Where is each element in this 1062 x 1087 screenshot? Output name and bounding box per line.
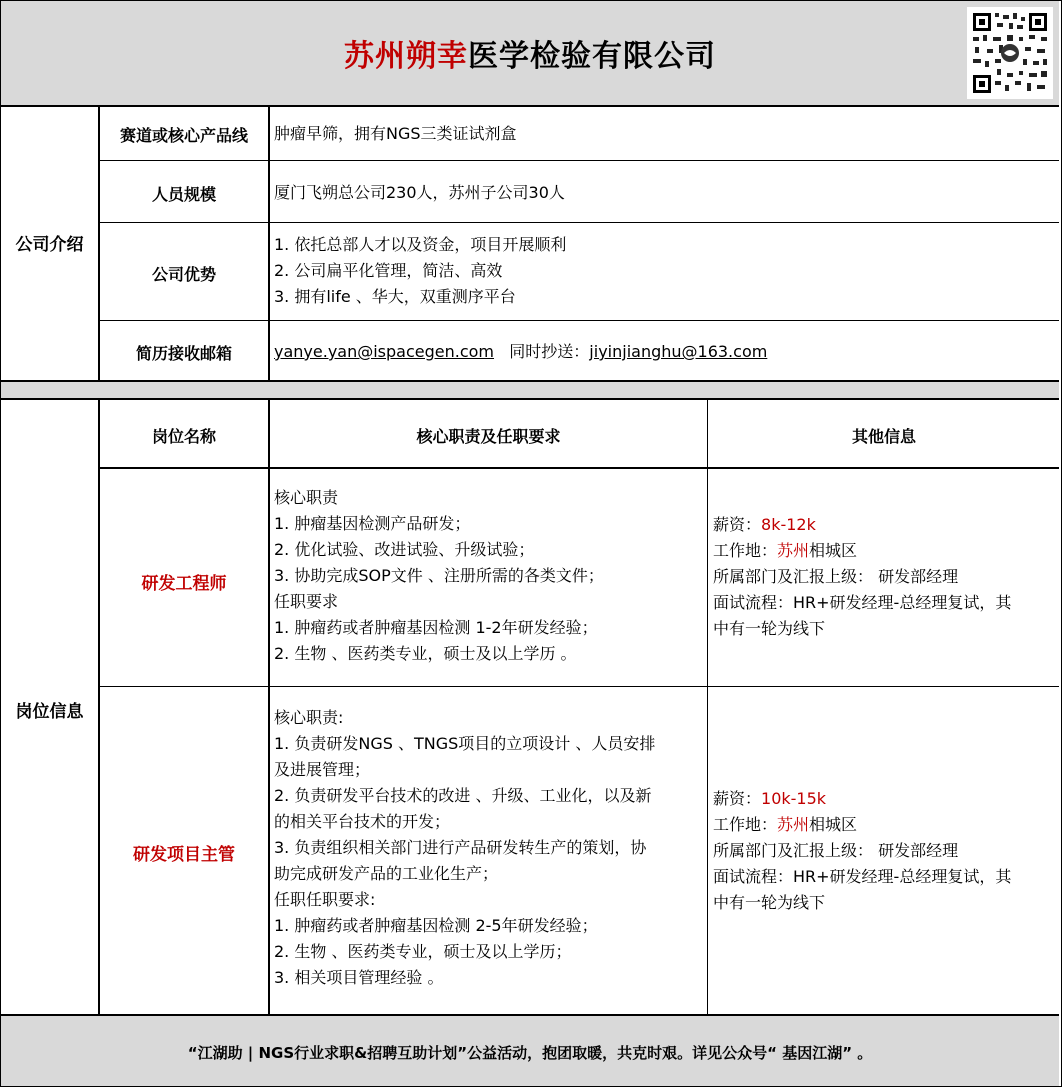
interview-row: 面试流程：HR+研发经理-总经理复试，其 (713, 867, 1012, 886)
job-duties (274, 705, 704, 991)
email-link-cc[interactable]: jiyinjianghu@163.com (589, 342, 768, 361)
duty-line: 2. 生物 、医药类专业，硕士及以上学历 。 (274, 644, 577, 663)
location-city: 苏州 (777, 541, 810, 560)
company-name-highlight: 苏州朔幸 (344, 39, 468, 74)
advantages-list (274, 232, 566, 310)
salary-label: 薪资： (713, 515, 762, 534)
divider (268, 106, 270, 380)
duty-line: 3. 负责组织相关部门进行产品研发转生产的策划，协 (274, 838, 647, 857)
duty-line: 1. 肿瘤药或者肿瘤基因检测 2-5年研发经验； (274, 916, 598, 935)
company-name-rest: 医学检验有限公司 (468, 39, 716, 74)
cc-label: 同时抄送： (509, 342, 590, 361)
duty-line: 3. 相关项目管理经验 。 (274, 968, 444, 987)
email-link-primary[interactable]: yanye.yan@ispacegen.com (274, 342, 495, 361)
row-label-advantages: 公司优势 (151, 265, 216, 284)
qr-code-icon (967, 7, 1053, 99)
divider (707, 400, 708, 1014)
header-banner (1, 1, 1059, 107)
location-row (713, 538, 1057, 564)
advantage-item: 1. 依托总部人才以及资金，项目开展顺利 (274, 235, 567, 254)
section-separator (1, 380, 1059, 400)
salary-label: 薪资： (713, 789, 762, 808)
duty-line: 核心职责 (274, 488, 339, 507)
row-value-size: 厦门飞朔总公司230人，苏州子公司30人 (274, 183, 565, 202)
job-title: 研发工程师 (141, 574, 227, 594)
interview-row: 面试流程：HR+研发经理-总经理复试，其 (713, 593, 1012, 612)
duty-line: 及进展管理； (274, 760, 371, 779)
divider (98, 400, 100, 1014)
divider (99, 160, 1059, 161)
divider (99, 686, 1059, 687)
column-header-info: 其他信息 (851, 427, 916, 446)
duty-line: 1. 负责研发NGS 、TNGS项目的立项设计 、人员安排 (274, 734, 656, 753)
column-header-duties: 核心职责及任职要求 (416, 427, 561, 446)
location-row (713, 812, 1057, 838)
section-label-company: 公司介绍 (15, 235, 84, 255)
duty-line: 1. 肿瘤药或者肿瘤基因检测 1-2年研发经验； (274, 618, 598, 637)
duty-line: 2. 负责研发平台技术的改进 、升级、工业化，以及新 (274, 786, 652, 805)
row-label-track: 赛道或核心产品线 (119, 126, 248, 145)
row-value-track: 肿瘤早筛，拥有NGS三类证试剂盒 (274, 124, 517, 143)
divider (99, 222, 1059, 223)
duty-line: 助完成研发产品的工业化生产； (274, 864, 499, 883)
department-row: 所属部门及汇报上级： 研发部经理 (713, 841, 959, 860)
salary-value: 8k-12k (761, 515, 816, 534)
divider (99, 467, 1059, 469)
duty-line: 2. 生物 、医药类专业，硕士及以上学历； (274, 942, 572, 961)
duty-line: 2. 优化试验、改进试验、升级试验； (274, 540, 535, 559)
advantage-item: 2. 公司扁平化管理，简洁、高效 (274, 261, 503, 280)
duty-line: 的相关平台技术的开发； (274, 812, 451, 831)
job-other-info (713, 512, 1057, 642)
duty-line: 3. 协助完成SOP文件 、注册所需的各类文件； (274, 566, 604, 585)
duty-line: 任职任职要求: (274, 890, 376, 909)
department-row: 所属部门及汇报上级： 研发部经理 (713, 567, 959, 586)
location-label: 工作地： (713, 815, 778, 834)
salary-row (713, 512, 1057, 538)
divider (98, 106, 100, 380)
email-row (274, 339, 767, 365)
location-district: 相城区 (809, 541, 858, 560)
divider (99, 320, 1059, 321)
row-label-email: 简历接收邮箱 (135, 344, 232, 363)
duty-line: 1. 肿瘤基因检测产品研发； (274, 514, 471, 533)
section-label-jobs: 岗位信息 (15, 702, 84, 722)
duty-line: 核心职责: (274, 708, 344, 727)
duty-line: 任职要求 (274, 592, 339, 611)
column-header-title: 岗位名称 (151, 427, 216, 446)
location-city: 苏州 (777, 815, 810, 834)
location-district: 相城区 (809, 815, 858, 834)
salary-row (713, 786, 1057, 812)
page-title (1, 31, 1059, 75)
interview-row-cont: 中有一轮为线下 (713, 893, 826, 912)
advantage-item: 3. 拥有life 、华大，双重测序平台 (274, 287, 516, 306)
job-duties (274, 485, 704, 667)
location-label: 工作地： (713, 541, 778, 560)
row-label-size: 人员规模 (151, 185, 216, 204)
footer-banner (1, 1014, 1059, 1086)
interview-row-cont: 中有一轮为线下 (713, 619, 826, 638)
job-title: 研发项目主管 (133, 845, 235, 865)
salary-value: 10k-15k (761, 789, 827, 808)
divider (268, 400, 270, 1014)
footer-text: “江湖助 | NGS行业求职&招聘互助计划”公益活动，抱团取暖，共克时艰。详见公众号“ 基因江湖” 。 (187, 1044, 873, 1062)
job-other-info (713, 786, 1057, 916)
